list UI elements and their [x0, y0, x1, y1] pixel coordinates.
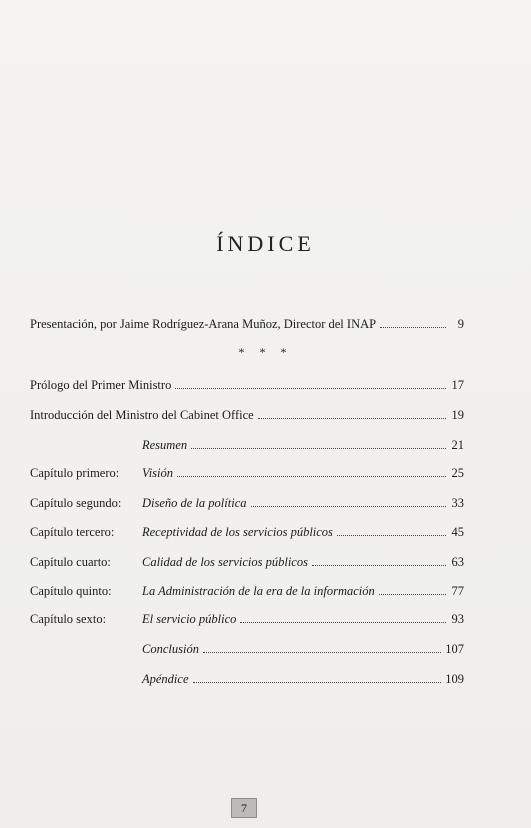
chapter-label: Capítulo segundo:	[30, 496, 122, 510]
toc-entry-chapter-1	[30, 462, 464, 480]
leader-dots	[240, 621, 446, 623]
entry-label: Prólogo del Primer Ministro	[30, 378, 172, 392]
section-separator: * * *	[238, 345, 293, 359]
leader-dots	[379, 593, 446, 595]
leader-dots	[312, 564, 446, 566]
leader-dots	[258, 417, 446, 419]
leader-dots	[191, 447, 446, 449]
toc-entry-introduccion	[30, 404, 464, 422]
leader-dots	[177, 475, 446, 477]
toc-entry-conclusion	[30, 638, 464, 656]
entry-page: 17	[451, 378, 464, 392]
entry-label: Presentación, por Jaime Rodríguez-Arana Muñoz, Director del INAP	[30, 317, 377, 331]
toc-entry-resumen	[30, 434, 464, 452]
entry-title: Visión	[142, 466, 174, 480]
entry-page: 45	[451, 525, 464, 539]
leader-dots	[337, 534, 446, 536]
entry-title: Calidad de los servicios públicos	[142, 555, 308, 569]
leader-dots	[193, 681, 442, 683]
entry-title: Apéndice	[142, 672, 189, 686]
entry-title: Resumen	[142, 438, 188, 452]
page-number: 7	[231, 798, 257, 818]
leader-dots	[251, 505, 447, 507]
toc-entry-chapter-2	[30, 492, 464, 510]
entry-title: Receptividad de los servicios públicos	[142, 525, 333, 539]
entry-page: 19	[451, 408, 464, 422]
entry-page: 63	[451, 555, 464, 569]
page-title: ÍNDICE	[216, 231, 315, 256]
toc-entry-chapter-3	[30, 521, 464, 539]
entry-page: 109	[445, 672, 464, 686]
chapter-label: Capítulo cuarto:	[30, 555, 111, 569]
entry-title: Conclusión	[142, 642, 199, 656]
entry-page: 77	[451, 584, 464, 598]
entry-label: Introducción del Ministro del Cabinet Office	[30, 408, 254, 422]
chapter-label: Capítulo tercero:	[30, 525, 115, 539]
leader-dots	[175, 387, 446, 389]
entry-title: El servicio público	[142, 612, 237, 626]
entry-title: La Administración de la era de la información	[142, 584, 375, 598]
leader-dots	[203, 651, 441, 653]
toc-entry-apendice	[30, 668, 464, 686]
entry-page: 9	[457, 317, 464, 331]
chapter-label: Capítulo quinto:	[30, 584, 112, 598]
leader-dots	[380, 326, 446, 328]
toc-entry-chapter-5	[30, 580, 464, 598]
entry-page: 93	[451, 612, 464, 626]
entry-page: 107	[445, 642, 464, 656]
chapter-label: Capítulo sexto:	[30, 612, 107, 626]
entry-page: 33	[451, 496, 464, 510]
toc-entry-chapter-4	[30, 551, 464, 569]
toc-entry-prologo	[30, 374, 464, 392]
entry-page: 21	[451, 438, 464, 452]
entry-page: 25	[451, 466, 464, 480]
entry-title: Diseño de la política	[142, 496, 247, 510]
chapter-label: Capítulo primero:	[30, 466, 120, 480]
toc-entry-chapter-6	[30, 608, 464, 626]
toc-entry-presentacion	[30, 313, 464, 331]
